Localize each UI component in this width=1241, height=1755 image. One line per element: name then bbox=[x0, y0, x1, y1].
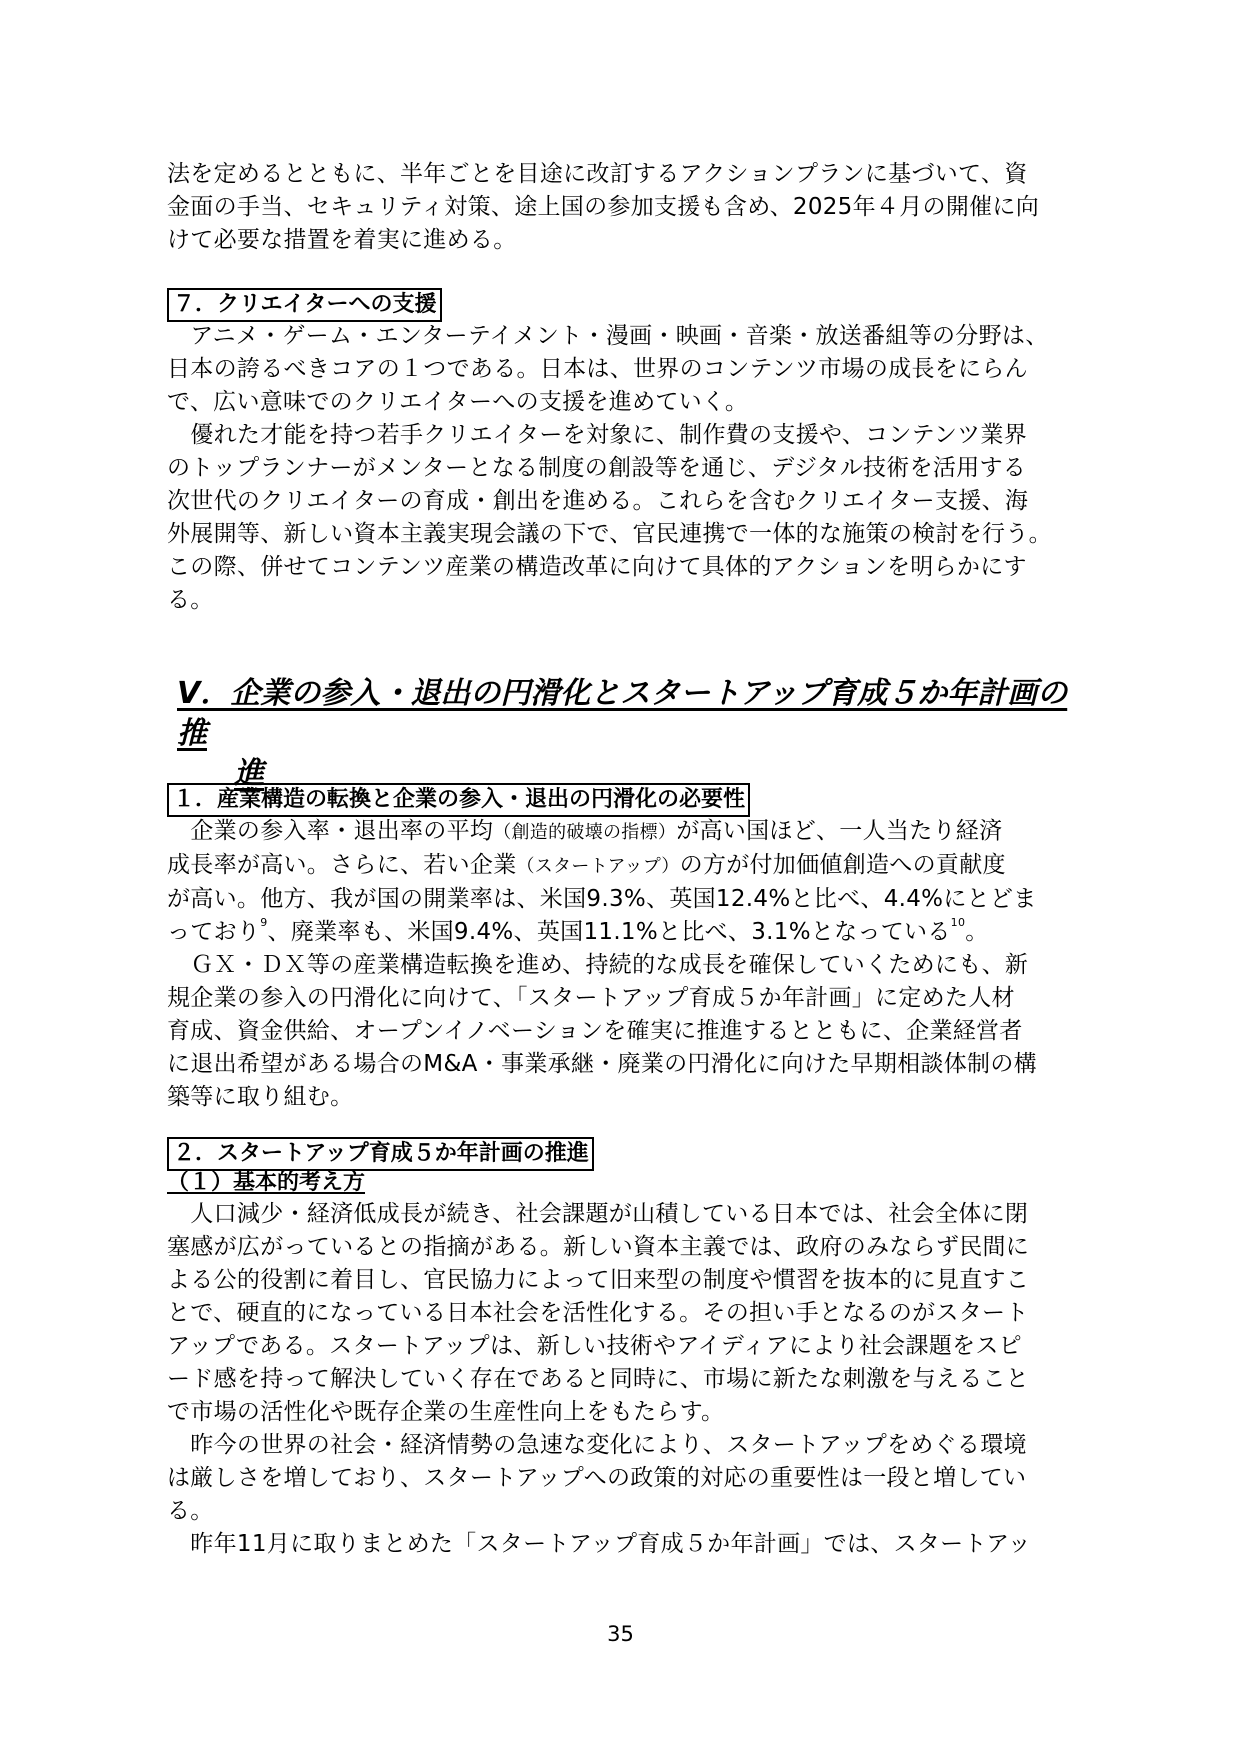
text-line: 優れた才能を持つ若手クリエイターを対象に、制作費の支援や、コンテンツ業界 bbox=[167, 422, 1028, 448]
text-line: ＧＸ・ＤＸ等の産業構造転換を進め、持続的な成長を確保していくためにも、新 bbox=[167, 952, 1029, 978]
text-line: 築等に取り組む。 bbox=[167, 1084, 354, 1110]
text-line: で市場の活性化や既存企業の生産性向上をもたらす。 bbox=[167, 1399, 725, 1425]
text-line: る。 bbox=[167, 587, 214, 613]
text-line bbox=[167, 815, 1097, 849]
text-line: よる公的役割に着目し、官民協力によって旧来型の制度や慣習を抜本的に見直すこ bbox=[167, 1267, 1030, 1293]
text-line: で、広い意味でのクリエイターへの支援を進めていく。 bbox=[167, 389, 749, 415]
text-line: に退出希望がある場合のM&A・事業承継・廃業の円滑化に向けた早期相談体制の構 bbox=[167, 1051, 1037, 1077]
text-span: が高い国ほど、一人当たり経済 bbox=[676, 818, 1003, 844]
section-2 bbox=[167, 1137, 1097, 1171]
text-span: の方が付加価値創造への貢献度 bbox=[679, 852, 1006, 878]
text-line: アップである。スタートアップは、新しい技術やアイディアにより社会課題をスピ bbox=[167, 1333, 1022, 1359]
text-line: ード感を持って解決していく存在であると同時に、市場に新たな刺激を与えること bbox=[167, 1366, 1030, 1392]
text-line: この際、併せてコンテンツ産業の構造改革に向けて具体的アクションを明らかにす bbox=[167, 554, 1027, 580]
footnote-ref-9[interactable]: 9 bbox=[260, 916, 268, 929]
text-line: が高い。他方、我が国の開業率は、米国9.3%、英国12.4%と比べ、4.4%にとどま bbox=[167, 886, 1037, 912]
text-span: っており bbox=[167, 919, 261, 945]
text-line: 日本の誇るべきコアの１つである。日本は、世界のコンテンツ市場の成長をにらん bbox=[167, 356, 1028, 382]
section-7-body bbox=[167, 320, 1097, 617]
section-1-body bbox=[167, 815, 1097, 1114]
chapter-heading bbox=[177, 674, 1097, 794]
text-line: けて必要な措置を着実に進める。 bbox=[167, 227, 517, 253]
text-span: 企業の参入率・退出率の平均 bbox=[167, 818, 494, 844]
text-line: 育成、資金供給、オープンイノベーションを確実に推進するとともに、企業経営者 bbox=[167, 1018, 1023, 1044]
page-number: 35 bbox=[607, 1622, 634, 1646]
text-line: のトップランナーがメンターとなる制度の創設等を通じ、デジタル技術を活用する bbox=[167, 455, 1027, 481]
text-line: 外展開等、新しい資本主義実現会議の下で、官民連携で一体的な施策の検討を行う。 bbox=[167, 521, 1052, 547]
text-line bbox=[167, 916, 1097, 949]
text-line: 塞感が広がっているとの指摘がある。新しい資本主義では、政府のみならず民間に bbox=[167, 1234, 1030, 1260]
text-line: 昨今の世界の社会・経済情勢の急速な変化により、スタートアップをめぐる環境 bbox=[167, 1432, 1027, 1458]
text-line: 人口減少・経済低成長が続き、社会課題が山積している日本では、社会全体に閉 bbox=[167, 1201, 1029, 1227]
text-line: アニメ・ゲーム・エンターテイメント・漫画・映画・音楽・放送番組等の分野は、 bbox=[167, 323, 1049, 349]
chapter-heading-line: 進 bbox=[234, 756, 264, 791]
section-1 bbox=[167, 783, 1097, 817]
text-line: 金面の手当、セキュリティ対策、途上国の参加支援も含め、2025年４月の開催に向 bbox=[167, 194, 1040, 220]
text-line: 規企業の参入の円滑化に向けて、「スタートアップ育成５か年計画」に定めた人材 bbox=[167, 985, 1015, 1011]
section-7 bbox=[167, 288, 1097, 322]
subsection-heading: （１）基本的考え方 bbox=[167, 1170, 366, 1195]
text-line: る。 bbox=[167, 1498, 214, 1524]
section-2-body bbox=[167, 1198, 1097, 1561]
section-2-subheading bbox=[167, 1168, 1097, 1198]
text-line: 法を定めるとともに、半年ごとを目途に改訂するアクションプランに基づいて、資 bbox=[167, 161, 1028, 187]
text-line: 昨年11月に取りまとめた「スタートアップ育成５か年計画」では、スタートアッ bbox=[167, 1531, 1032, 1557]
text-line: 次世代のクリエイターの育成・創出を進める。これらを含むクリエイター支援、海 bbox=[167, 488, 1029, 514]
chapter-heading-line: Ⅴ．企業の参入・退出の円滑化とスタートアップ育成５か年計画の推 bbox=[177, 676, 1068, 751]
section-heading: ７．クリエイターへの支援 bbox=[167, 288, 442, 322]
text-line: とで、硬直的になっている日本社会を活性化する。その担い手となるのがスタート bbox=[167, 1300, 1029, 1326]
text-span: 。 bbox=[965, 919, 989, 945]
text-line bbox=[167, 849, 1097, 883]
text-span: 、廃業率も、米国9.4%、英国11.1%と比べ、3.1%となっている bbox=[267, 919, 951, 945]
text-line: は厳しさを増しており、スタートアップへの政策的対応の重要性は一段と増してい bbox=[167, 1465, 1027, 1491]
text-span-small: （スタートアップ） bbox=[516, 856, 680, 877]
text-span: 成長率が高い。さらに、若い企業 bbox=[167, 852, 517, 878]
text-span-small: （創造的破壊の指標） bbox=[493, 822, 677, 843]
footnote-ref-10[interactable]: 10 bbox=[950, 916, 966, 929]
section-heading: １．産業構造の転換と企業の参入・退出の円滑化の必要性 bbox=[167, 783, 750, 817]
intro-paragraph bbox=[167, 158, 1097, 257]
section-heading: ２．スタートアップ育成５か年計画の推進 bbox=[167, 1137, 594, 1171]
